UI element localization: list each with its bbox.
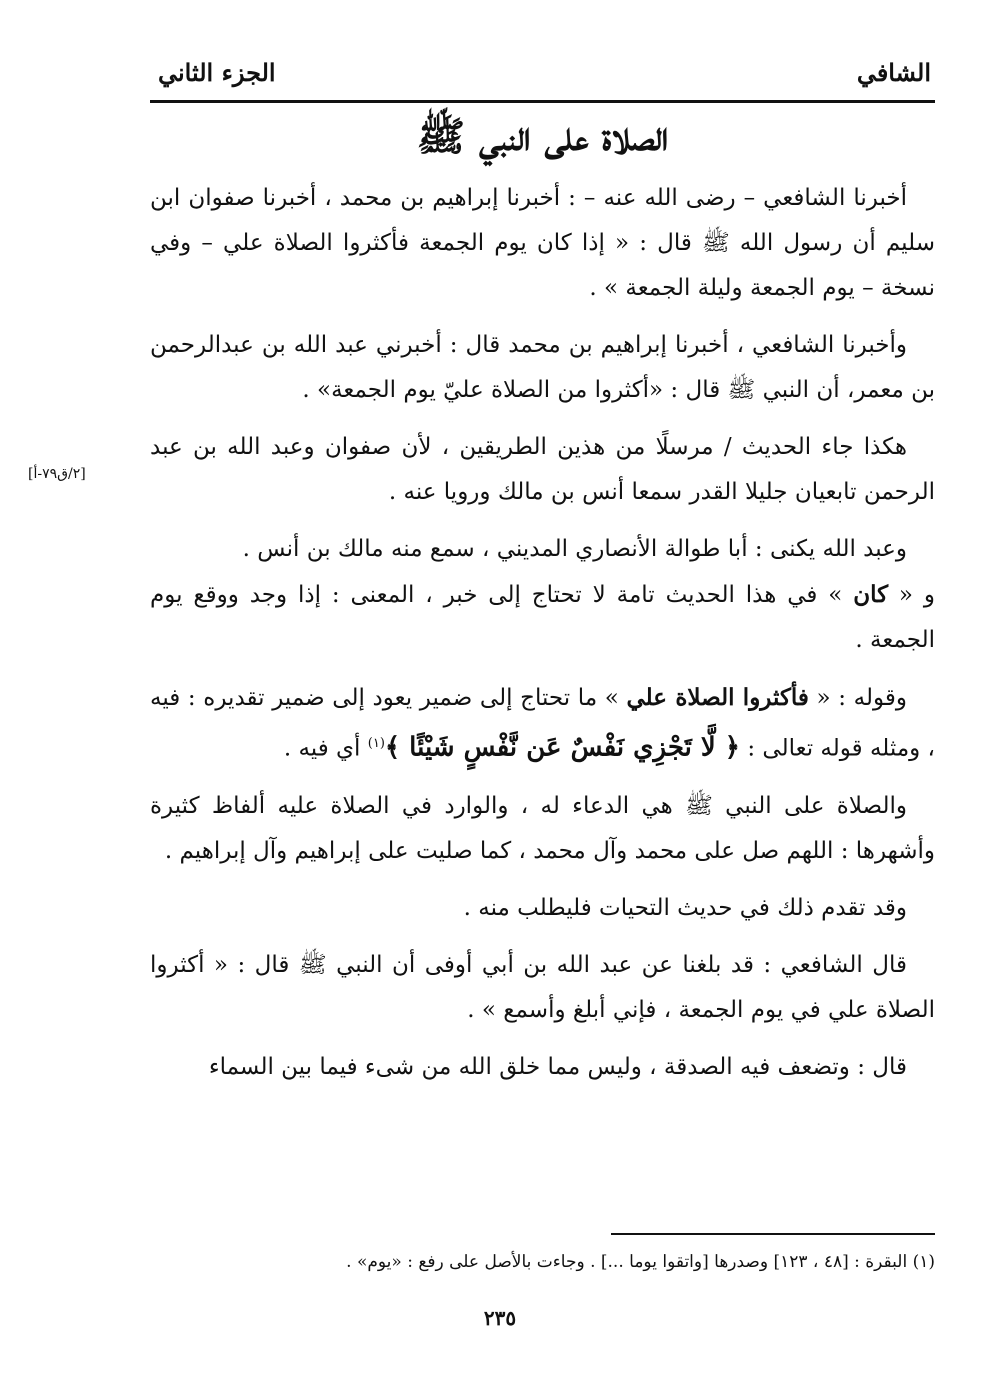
footnote-divider (611, 1233, 935, 1235)
paragraph: هكذا جاء الحديث / مرسلًا من هذين الطريقين ، لأن صفوان وعبد الله بن عبد الرحمن تابعيان جليلا القدر سمعا أنس بن مالك ورويا عنه . (150, 434, 935, 505)
footnote: (١) البقرة : [٤٨ ، ١٢٣] وصدرها [واتقوا يوما ...] . وجاءت بالأصل على رفع : «يوم» . (346, 1252, 935, 1272)
paragraph (150, 675, 935, 772)
paragraph: قال الشافعي : قد بلغنا عن عبد الله بن أبي أوفى أن النبي ﷺ قال : « أكثروا الصلاة علي في يوم الجمعة ، فإني أبلغ وأسمع » . (150, 951, 935, 1023)
emphasized-word: كان (853, 581, 889, 608)
paragraph-text: » في هذا الحديث تامة لا تحتاج إلى خبر ، المعنى : إذا وجد ووقع يوم الجمعة . (150, 582, 935, 653)
main-text (150, 176, 935, 1216)
page-number: ٢٣٥ (483, 1306, 517, 1330)
emphasized-phrase: فأكثروا الصلاة علي (626, 684, 809, 711)
paragraph: والصلاة على النبي ﷺ هي الدعاء له ، والوارد في الصلاة عليه ألفاظ كثيرة وأشهرها : اللهم صل على محمد وآل محمد ، كما صليت على إبراهيم وآل إبراهيم . (150, 792, 935, 864)
footnote-marker: (١) (367, 736, 385, 751)
paragraph: وقد تقدم ذلك في حديث التحيات فليطلب منه . (463, 894, 907, 921)
paragraph-line: وعبد الله يكنى : أبا طوالة الأنصاري المديني ، سمع منه مالك بن أنس . (242, 536, 907, 562)
running-header (150, 52, 935, 103)
manuscript-reference: [٢/ق٧٩-أ] (28, 466, 86, 482)
paragraph (150, 527, 935, 663)
paragraph-text: أي فيه . (283, 735, 368, 762)
paragraph: قال : وتضعف فيه الصدقة ، وليس مما خلق الله من شىء فيما بين السماء (208, 1053, 907, 1080)
section-title: الصلاة على النبي ﷺ (416, 113, 669, 160)
header-book-title: الشافي (856, 58, 931, 87)
paragraph: وأخبرنا الشافعي ، أخبرنا إبراهيم بن محمد قال : أخبرني عبد الله بن عبدالرحمن بن معمر، أن النبي ﷺ قال : «أكثروا من الصلاة عليّ يوم الجمعة» . (150, 332, 935, 403)
paragraph: أخبرنا الشافعي – رضى الله عنه – : أخبرنا إبراهيم بن محمد ، أخبرنا صفوان ابن سليم أن رسول الله ﷺ قال : « إذا كان يوم الجمعة فأكثروا الصلاة علي – وفي نسخة – يوم الجمعة وليلة الجمعة » . (150, 185, 935, 301)
paragraph-text: و « (888, 582, 935, 608)
paragraph-text: وقوله : « (808, 685, 907, 711)
paragraph-text: » ما تحتاج إلى ضمير يعود إلى ضمير تقديره : فيه ، ومثله قوله تعالى : (150, 685, 935, 762)
header-volume: الجزء الثاني (158, 58, 276, 87)
quran-verse: ﴿ لَّا تَجْزِي نَفْسٌ عَن نَّفْسٍ شَيْئًا ﴾ (384, 732, 741, 763)
